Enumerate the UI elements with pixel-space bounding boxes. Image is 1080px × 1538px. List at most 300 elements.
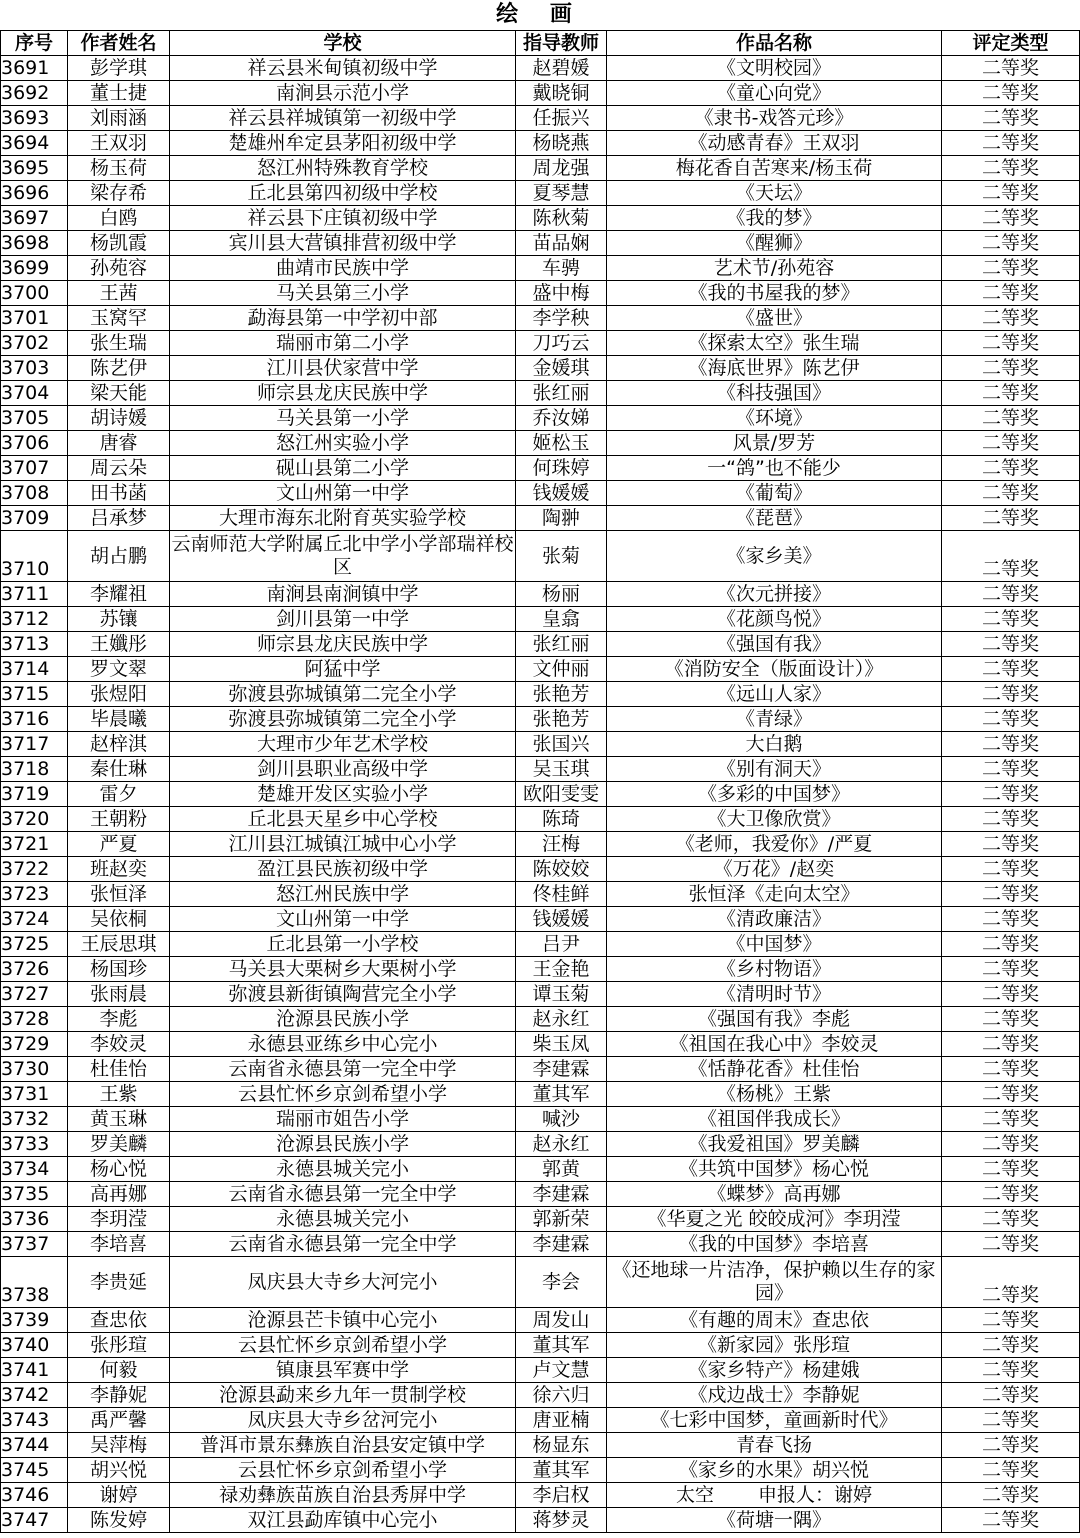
table-row bbox=[1, 1257, 1080, 1308]
table-row bbox=[1, 256, 1080, 281]
cell-author-name: 陈发婷 bbox=[68, 1508, 170, 1533]
cell-teacher: 卢文慧 bbox=[516, 1358, 607, 1383]
cell-no: 3737 bbox=[1, 1232, 68, 1257]
cell-teacher: 刀巧云 bbox=[516, 331, 607, 356]
table-row bbox=[1, 1232, 1080, 1257]
cell-no: 3691 bbox=[1, 56, 68, 81]
cell-school: 祥云县下庄镇初级中学 bbox=[170, 206, 516, 231]
cell-work-title: 《青绿》 bbox=[607, 707, 942, 732]
cell-award-type: 二等奖 bbox=[942, 782, 1080, 807]
cell-teacher: 郭新荣 bbox=[516, 1207, 607, 1232]
cell-no: 3704 bbox=[1, 381, 68, 406]
cell-teacher: 郭黄 bbox=[516, 1157, 607, 1182]
table-row bbox=[1, 1358, 1080, 1383]
cell-author-name: 张恒泽 bbox=[68, 882, 170, 907]
cell-work-title: 《家乡特产》杨建娥 bbox=[607, 1358, 942, 1383]
cell-school: 永德县城关完小 bbox=[170, 1157, 516, 1182]
cell-work-title: 《杨桃》王紫 bbox=[607, 1082, 942, 1107]
cell-award-type: 二等奖 bbox=[942, 1207, 1080, 1232]
cell-school: 勐海县第一中学初中部 bbox=[170, 306, 516, 331]
cell-school: 沧源县民族小学 bbox=[170, 1132, 516, 1157]
table-row bbox=[1, 506, 1080, 531]
cell-teacher: 车骋 bbox=[516, 256, 607, 281]
cell-work-title: 《老师，我爱你》/严夏 bbox=[607, 832, 942, 857]
cell-award-type: 二等奖 bbox=[942, 531, 1080, 582]
cell-author-name: 杨玉荷 bbox=[68, 156, 170, 181]
cell-school: 大理市少年艺术学校 bbox=[170, 732, 516, 757]
cell-school: 弥渡县新街镇陶营完全小学 bbox=[170, 982, 516, 1007]
cell-no: 3727 bbox=[1, 982, 68, 1007]
cell-school: 沧源县民族小学 bbox=[170, 1007, 516, 1032]
table-row bbox=[1, 1182, 1080, 1207]
cell-work-title: 《新家园》张彤瑄 bbox=[607, 1333, 942, 1358]
cell-no: 3742 bbox=[1, 1383, 68, 1408]
cell-author-name: 雷夕 bbox=[68, 782, 170, 807]
cell-no: 3743 bbox=[1, 1408, 68, 1433]
cell-teacher: 何珠婷 bbox=[516, 456, 607, 481]
cell-no: 3734 bbox=[1, 1157, 68, 1182]
table-row bbox=[1, 156, 1080, 181]
cell-work-title: 《科技强国》 bbox=[607, 381, 942, 406]
table-row bbox=[1, 206, 1080, 231]
cell-school: 南涧县示范小学 bbox=[170, 81, 516, 106]
cell-teacher: 董其军 bbox=[516, 1333, 607, 1358]
cell-teacher: 李建霖 bbox=[516, 1182, 607, 1207]
cell-no: 3730 bbox=[1, 1057, 68, 1082]
cell-award-type: 二等奖 bbox=[942, 707, 1080, 732]
cell-award-type: 二等奖 bbox=[942, 456, 1080, 481]
cell-award-type: 二等奖 bbox=[942, 1132, 1080, 1157]
cell-teacher: 戴晓铜 bbox=[516, 81, 607, 106]
cell-school: 楚雄开发区实验小学 bbox=[170, 782, 516, 807]
cell-no: 3747 bbox=[1, 1508, 68, 1533]
cell-work-title: 《我爱祖国》罗美麟 bbox=[607, 1132, 942, 1157]
cell-work-title: 《家乡的水果》胡兴悦 bbox=[607, 1458, 942, 1483]
cell-work-title: 《消防安全（版面设计）》 bbox=[607, 657, 942, 682]
cell-teacher: 欧阳雯雯 bbox=[516, 782, 607, 807]
header-row bbox=[1, 31, 1080, 56]
cell-award-type: 二等奖 bbox=[942, 431, 1080, 456]
cell-school: 弥渡县弥城镇第二完全小学 bbox=[170, 707, 516, 732]
cell-author-name: 吕承梦 bbox=[68, 506, 170, 531]
cell-school: 凤庆县大寺乡大河完小 bbox=[170, 1257, 516, 1308]
cell-award-type: 二等奖 bbox=[942, 657, 1080, 682]
cell-school: 马关县第三小学 bbox=[170, 281, 516, 306]
table-row bbox=[1, 1333, 1080, 1358]
cell-work-title: 《恬静花香》杜佳怡 bbox=[607, 1057, 942, 1082]
cell-award-type: 二等奖 bbox=[942, 982, 1080, 1007]
cell-author-name: 高再娜 bbox=[68, 1182, 170, 1207]
table-row bbox=[1, 131, 1080, 156]
cell-no: 3745 bbox=[1, 1458, 68, 1483]
cell-work-title: 《花颜鸟悦》 bbox=[607, 607, 942, 632]
cell-work-title: 《乡村物语》 bbox=[607, 957, 942, 982]
cell-no: 3702 bbox=[1, 331, 68, 356]
cell-author-name: 苏镶 bbox=[68, 607, 170, 632]
cell-teacher: 柴玉凤 bbox=[516, 1032, 607, 1057]
cell-award-type: 二等奖 bbox=[942, 1182, 1080, 1207]
cell-work-title: 《海底世界》陈艺伊 bbox=[607, 356, 942, 381]
cell-author-name: 张雨晨 bbox=[68, 982, 170, 1007]
cell-award-type: 二等奖 bbox=[942, 1232, 1080, 1257]
cell-no: 3694 bbox=[1, 131, 68, 156]
cell-work-title: 《童心向党》 bbox=[607, 81, 942, 106]
cell-school: 阿猛中学 bbox=[170, 657, 516, 682]
table-row bbox=[1, 1433, 1080, 1458]
cell-author-name: 周云朵 bbox=[68, 456, 170, 481]
table-row bbox=[1, 531, 1080, 582]
cell-author-name: 彭学琪 bbox=[68, 56, 170, 81]
cell-author-name: 李贵延 bbox=[68, 1257, 170, 1308]
cell-author-name: 李姣灵 bbox=[68, 1032, 170, 1057]
cell-no: 3711 bbox=[1, 582, 68, 607]
cell-no: 3723 bbox=[1, 882, 68, 907]
cell-teacher: 钱媛媛 bbox=[516, 907, 607, 932]
cell-award-type: 二等奖 bbox=[942, 1032, 1080, 1057]
cell-no: 3709 bbox=[1, 506, 68, 531]
cell-author-name: 孙苑容 bbox=[68, 256, 170, 281]
cell-teacher: 文仲丽 bbox=[516, 657, 607, 682]
cell-award-type: 二等奖 bbox=[942, 306, 1080, 331]
cell-no: 3720 bbox=[1, 807, 68, 832]
cell-teacher: 张艳芳 bbox=[516, 682, 607, 707]
cell-teacher: 夏琴慧 bbox=[516, 181, 607, 206]
table-row bbox=[1, 1483, 1080, 1508]
table-row bbox=[1, 431, 1080, 456]
table-row bbox=[1, 807, 1080, 832]
cell-no: 3712 bbox=[1, 607, 68, 632]
cell-no: 3740 bbox=[1, 1333, 68, 1358]
cell-teacher: 唐亚楠 bbox=[516, 1408, 607, 1433]
cell-no: 3721 bbox=[1, 832, 68, 857]
cell-author-name: 李耀祖 bbox=[68, 582, 170, 607]
table-row bbox=[1, 1207, 1080, 1232]
cell-teacher: 王金艳 bbox=[516, 957, 607, 982]
cell-award-type: 二等奖 bbox=[942, 1333, 1080, 1358]
table-row bbox=[1, 1057, 1080, 1082]
cell-award-type: 二等奖 bbox=[942, 807, 1080, 832]
cell-no: 3695 bbox=[1, 156, 68, 181]
cell-work-title: 《还地球一片洁净，保护赖以生存的家园》 bbox=[607, 1257, 942, 1308]
cell-school: 丘北县第四初级中学校 bbox=[170, 181, 516, 206]
cell-school: 怒江州实验小学 bbox=[170, 431, 516, 456]
cell-no: 3710 bbox=[1, 531, 68, 582]
cell-award-type: 二等奖 bbox=[942, 56, 1080, 81]
cell-work-title: 《清政廉洁》 bbox=[607, 907, 942, 932]
cell-school: 瑞丽市姐告小学 bbox=[170, 1107, 516, 1132]
cell-author-name: 董士捷 bbox=[68, 81, 170, 106]
cell-teacher: 金媛琪 bbox=[516, 356, 607, 381]
cell-school: 云南省永德县第一完全中学 bbox=[170, 1182, 516, 1207]
cell-school: 丘北县第一小学校 bbox=[170, 932, 516, 957]
table-row bbox=[1, 657, 1080, 682]
header-school: 学校 bbox=[170, 31, 516, 56]
cell-no: 3706 bbox=[1, 431, 68, 456]
cell-teacher: 吕尹 bbox=[516, 932, 607, 957]
cell-teacher: 盛中梅 bbox=[516, 281, 607, 306]
cell-teacher: 陈秋菊 bbox=[516, 206, 607, 231]
cell-school: 沧源县勐来乡九年一贯制学校 bbox=[170, 1383, 516, 1408]
cell-school: 师宗县龙庆民族中学 bbox=[170, 381, 516, 406]
cell-teacher: 杨丽 bbox=[516, 582, 607, 607]
cell-school: 弥渡县弥城镇第二完全小学 bbox=[170, 682, 516, 707]
table-row bbox=[1, 1107, 1080, 1132]
cell-school: 马关县大栗树乡大栗树小学 bbox=[170, 957, 516, 982]
cell-author-name: 玉窝罕 bbox=[68, 306, 170, 331]
cell-work-title: 《文明校园》 bbox=[607, 56, 942, 81]
table-row bbox=[1, 81, 1080, 106]
cell-teacher: 钱媛媛 bbox=[516, 481, 607, 506]
cell-work-title: 《盛世》 bbox=[607, 306, 942, 331]
cell-no: 3722 bbox=[1, 857, 68, 882]
cell-teacher: 张国兴 bbox=[516, 732, 607, 757]
cell-teacher: 杨晓燕 bbox=[516, 131, 607, 156]
cell-author-name: 谢婷 bbox=[68, 1483, 170, 1508]
cell-author-name: 李静妮 bbox=[68, 1383, 170, 1408]
cell-no: 3708 bbox=[1, 481, 68, 506]
cell-no: 3719 bbox=[1, 782, 68, 807]
cell-work-title: 大白鹅 bbox=[607, 732, 942, 757]
cell-school: 楚雄州牟定县茅阳初级中学 bbox=[170, 131, 516, 156]
cell-work-title: 《有趣的周末》查忠依 bbox=[607, 1308, 942, 1333]
cell-teacher: 陈姣姣 bbox=[516, 857, 607, 882]
cell-teacher: 董其军 bbox=[516, 1458, 607, 1483]
cell-award-type: 二等奖 bbox=[942, 331, 1080, 356]
cell-work-title: 《环境》 bbox=[607, 406, 942, 431]
cell-work-title: 《中国梦》 bbox=[607, 932, 942, 957]
table-row bbox=[1, 456, 1080, 481]
header-name: 作者姓名 bbox=[68, 31, 170, 56]
cell-teacher: 张艳芳 bbox=[516, 707, 607, 732]
cell-no: 3703 bbox=[1, 356, 68, 381]
table-row bbox=[1, 481, 1080, 506]
cell-school: 盈江县民族初级中学 bbox=[170, 857, 516, 882]
cell-work-title: 《天坛》 bbox=[607, 181, 942, 206]
cell-author-name: 刘雨涵 bbox=[68, 106, 170, 131]
cell-award-type: 二等奖 bbox=[942, 1408, 1080, 1433]
table-row bbox=[1, 1157, 1080, 1182]
table-row bbox=[1, 331, 1080, 356]
cell-work-title: 《清明时节》 bbox=[607, 982, 942, 1007]
cell-no: 3701 bbox=[1, 306, 68, 331]
cell-teacher: 李建霖 bbox=[516, 1232, 607, 1257]
table-row bbox=[1, 406, 1080, 431]
cell-award-type: 二等奖 bbox=[942, 957, 1080, 982]
cell-work-title: 《七彩中国梦，童画新时代》 bbox=[607, 1408, 942, 1433]
cell-work-title: 青春飞扬 bbox=[607, 1433, 942, 1458]
cell-author-name: 何毅 bbox=[68, 1358, 170, 1383]
cell-no: 3696 bbox=[1, 181, 68, 206]
cell-work-title: 《动感青春》王双羽 bbox=[607, 131, 942, 156]
table-row bbox=[1, 1408, 1080, 1433]
cell-no: 3697 bbox=[1, 206, 68, 231]
cell-award-type: 二等奖 bbox=[942, 256, 1080, 281]
cell-work-title: 《大卫像欣赏》 bbox=[607, 807, 942, 832]
table-row bbox=[1, 381, 1080, 406]
cell-work-title: 《别有洞天》 bbox=[607, 757, 942, 782]
cell-teacher: 苗品娴 bbox=[516, 231, 607, 256]
cell-work-title: 《我的中国梦》李培喜 bbox=[607, 1232, 942, 1257]
cell-no: 3718 bbox=[1, 757, 68, 782]
cell-author-name: 胡占鹏 bbox=[68, 531, 170, 582]
cell-author-name: 胡诗媛 bbox=[68, 406, 170, 431]
cell-teacher: 李启权 bbox=[516, 1483, 607, 1508]
cell-author-name: 赵梓淇 bbox=[68, 732, 170, 757]
cell-author-name: 王孅彤 bbox=[68, 632, 170, 657]
cell-teacher: 周龙强 bbox=[516, 156, 607, 181]
cell-award-type: 二等奖 bbox=[942, 281, 1080, 306]
cell-no: 3716 bbox=[1, 707, 68, 732]
cell-author-name: 张生瑞 bbox=[68, 331, 170, 356]
table-row bbox=[1, 1458, 1080, 1483]
cell-award-type: 二等奖 bbox=[942, 81, 1080, 106]
cell-award-type: 二等奖 bbox=[942, 1433, 1080, 1458]
cell-teacher: 皇翕 bbox=[516, 607, 607, 632]
table-row bbox=[1, 607, 1080, 632]
table-row bbox=[1, 1508, 1080, 1533]
sheet-title: 绘 画 bbox=[496, 2, 584, 27]
cell-no: 3736 bbox=[1, 1207, 68, 1232]
cell-author-name: 李彪 bbox=[68, 1007, 170, 1032]
cell-no: 3735 bbox=[1, 1182, 68, 1207]
cell-work-title: 《我的梦》 bbox=[607, 206, 942, 231]
cell-work-title: 梅花香自苦寒来/杨玉荷 bbox=[607, 156, 942, 181]
cell-school: 禄劝彝族苗族自治县秀屏中学 bbox=[170, 1483, 516, 1508]
cell-award-type: 二等奖 bbox=[942, 1257, 1080, 1308]
table-row bbox=[1, 1132, 1080, 1157]
cell-teacher: 赵永红 bbox=[516, 1007, 607, 1032]
cell-work-title: 张恒泽《走向太空》 bbox=[607, 882, 942, 907]
cell-award-type: 二等奖 bbox=[942, 481, 1080, 506]
cell-work-title: 《祖国伴我成长》 bbox=[607, 1107, 942, 1132]
cell-school: 砚山县第二小学 bbox=[170, 456, 516, 481]
cell-award-type: 二等奖 bbox=[942, 682, 1080, 707]
cell-school: 剑川县第一中学 bbox=[170, 607, 516, 632]
cell-work-title: 太空 申报人：谢婷 bbox=[607, 1483, 942, 1508]
cell-school: 曲靖市民族中学 bbox=[170, 256, 516, 281]
table-row bbox=[1, 782, 1080, 807]
cell-award-type: 二等奖 bbox=[942, 156, 1080, 181]
cell-teacher: 张菊 bbox=[516, 531, 607, 582]
cell-teacher: 赵碧媛 bbox=[516, 56, 607, 81]
cell-school: 大理市海东北附育英实验学校 bbox=[170, 506, 516, 531]
cell-teacher: 周发山 bbox=[516, 1308, 607, 1333]
cell-school: 云县忙怀乡京剑希望小学 bbox=[170, 1082, 516, 1107]
cell-school: 江川县江城镇江城中心小学 bbox=[170, 832, 516, 857]
table-row bbox=[1, 1308, 1080, 1333]
cell-award-type: 二等奖 bbox=[942, 406, 1080, 431]
cell-teacher: 张红丽 bbox=[516, 381, 607, 406]
cell-school: 江川县伏家营中学 bbox=[170, 356, 516, 381]
cell-author-name: 王辰思琪 bbox=[68, 932, 170, 957]
table-row bbox=[1, 582, 1080, 607]
cell-work-title: 《醒狮》 bbox=[607, 231, 942, 256]
cell-teacher: 李会 bbox=[516, 1257, 607, 1308]
cell-teacher: 蒋梦灵 bbox=[516, 1508, 607, 1533]
cell-teacher: 杨显东 bbox=[516, 1433, 607, 1458]
cell-award-type: 二等奖 bbox=[942, 1508, 1080, 1533]
cell-no: 3692 bbox=[1, 81, 68, 106]
cell-author-name: 罗美麟 bbox=[68, 1132, 170, 1157]
cell-author-name: 张煜阳 bbox=[68, 682, 170, 707]
cell-school: 祥云县祥城镇第一初级中学 bbox=[170, 106, 516, 131]
table-row bbox=[1, 982, 1080, 1007]
cell-author-name: 杨凯霞 bbox=[68, 231, 170, 256]
cell-no: 3714 bbox=[1, 657, 68, 682]
cell-no: 3699 bbox=[1, 256, 68, 281]
header-work: 作品名称 bbox=[607, 31, 942, 56]
cell-no: 3746 bbox=[1, 1483, 68, 1508]
table-row bbox=[1, 181, 1080, 206]
award-table bbox=[0, 30, 1080, 1533]
cell-work-title: 艺术节/孙苑容 bbox=[607, 256, 942, 281]
cell-school: 云县忙怀乡京剑希望小学 bbox=[170, 1333, 516, 1358]
cell-award-type: 二等奖 bbox=[942, 1007, 1080, 1032]
table-row bbox=[1, 707, 1080, 732]
table-row bbox=[1, 757, 1080, 782]
cell-school: 马关县第一小学 bbox=[170, 406, 516, 431]
cell-teacher: 徐六归 bbox=[516, 1383, 607, 1408]
cell-no: 3732 bbox=[1, 1107, 68, 1132]
cell-school: 普洱市景东彝族自治县安定镇中学 bbox=[170, 1433, 516, 1458]
cell-award-type: 二等奖 bbox=[942, 857, 1080, 882]
cell-no: 3717 bbox=[1, 732, 68, 757]
cell-award-type: 二等奖 bbox=[942, 231, 1080, 256]
cell-award-type: 二等奖 bbox=[942, 181, 1080, 206]
cell-award-type: 二等奖 bbox=[942, 732, 1080, 757]
cell-school: 文山州第一中学 bbox=[170, 907, 516, 932]
cell-author-name: 梁存希 bbox=[68, 181, 170, 206]
cell-work-title: 风景/罗芳 bbox=[607, 431, 942, 456]
cell-no: 3741 bbox=[1, 1358, 68, 1383]
cell-work-title: 《家乡美》 bbox=[607, 531, 942, 582]
cell-teacher: 张红丽 bbox=[516, 632, 607, 657]
cell-work-title: 《探索太空》张生瑞 bbox=[607, 331, 942, 356]
cell-no: 3725 bbox=[1, 932, 68, 957]
table-row bbox=[1, 281, 1080, 306]
cell-school: 南涧县南涧镇中学 bbox=[170, 582, 516, 607]
cell-author-name: 李培喜 bbox=[68, 1232, 170, 1257]
cell-work-title: 《戍边战士》李静妮 bbox=[607, 1383, 942, 1408]
cell-award-type: 二等奖 bbox=[942, 1082, 1080, 1107]
cell-author-name: 田书菡 bbox=[68, 481, 170, 506]
cell-award-type: 二等奖 bbox=[942, 1157, 1080, 1182]
cell-teacher: 董其军 bbox=[516, 1082, 607, 1107]
table-row bbox=[1, 932, 1080, 957]
cell-work-title: 《万花》/赵奕 bbox=[607, 857, 942, 882]
cell-author-name: 王茜 bbox=[68, 281, 170, 306]
cell-no: 3733 bbox=[1, 1132, 68, 1157]
cell-school: 双江县勐库镇中心完小 bbox=[170, 1508, 516, 1533]
table-row bbox=[1, 732, 1080, 757]
cell-award-type: 二等奖 bbox=[942, 131, 1080, 156]
cell-author-name: 吴萍梅 bbox=[68, 1433, 170, 1458]
cell-no: 3726 bbox=[1, 957, 68, 982]
table-row bbox=[1, 632, 1080, 657]
cell-author-name: 王紫 bbox=[68, 1082, 170, 1107]
cell-award-type: 二等奖 bbox=[942, 1458, 1080, 1483]
cell-work-title: 《隶书-戏答元珍》 bbox=[607, 106, 942, 131]
cell-award-type: 二等奖 bbox=[942, 1483, 1080, 1508]
cell-award-type: 二等奖 bbox=[942, 1308, 1080, 1333]
cell-work-title: 《次元拼接》 bbox=[607, 582, 942, 607]
header-no: 序号 bbox=[1, 31, 68, 56]
cell-award-type: 二等奖 bbox=[942, 882, 1080, 907]
cell-award-type: 二等奖 bbox=[942, 1358, 1080, 1383]
cell-teacher: 陶翀 bbox=[516, 506, 607, 531]
table-row bbox=[1, 857, 1080, 882]
cell-award-type: 二等奖 bbox=[942, 1107, 1080, 1132]
